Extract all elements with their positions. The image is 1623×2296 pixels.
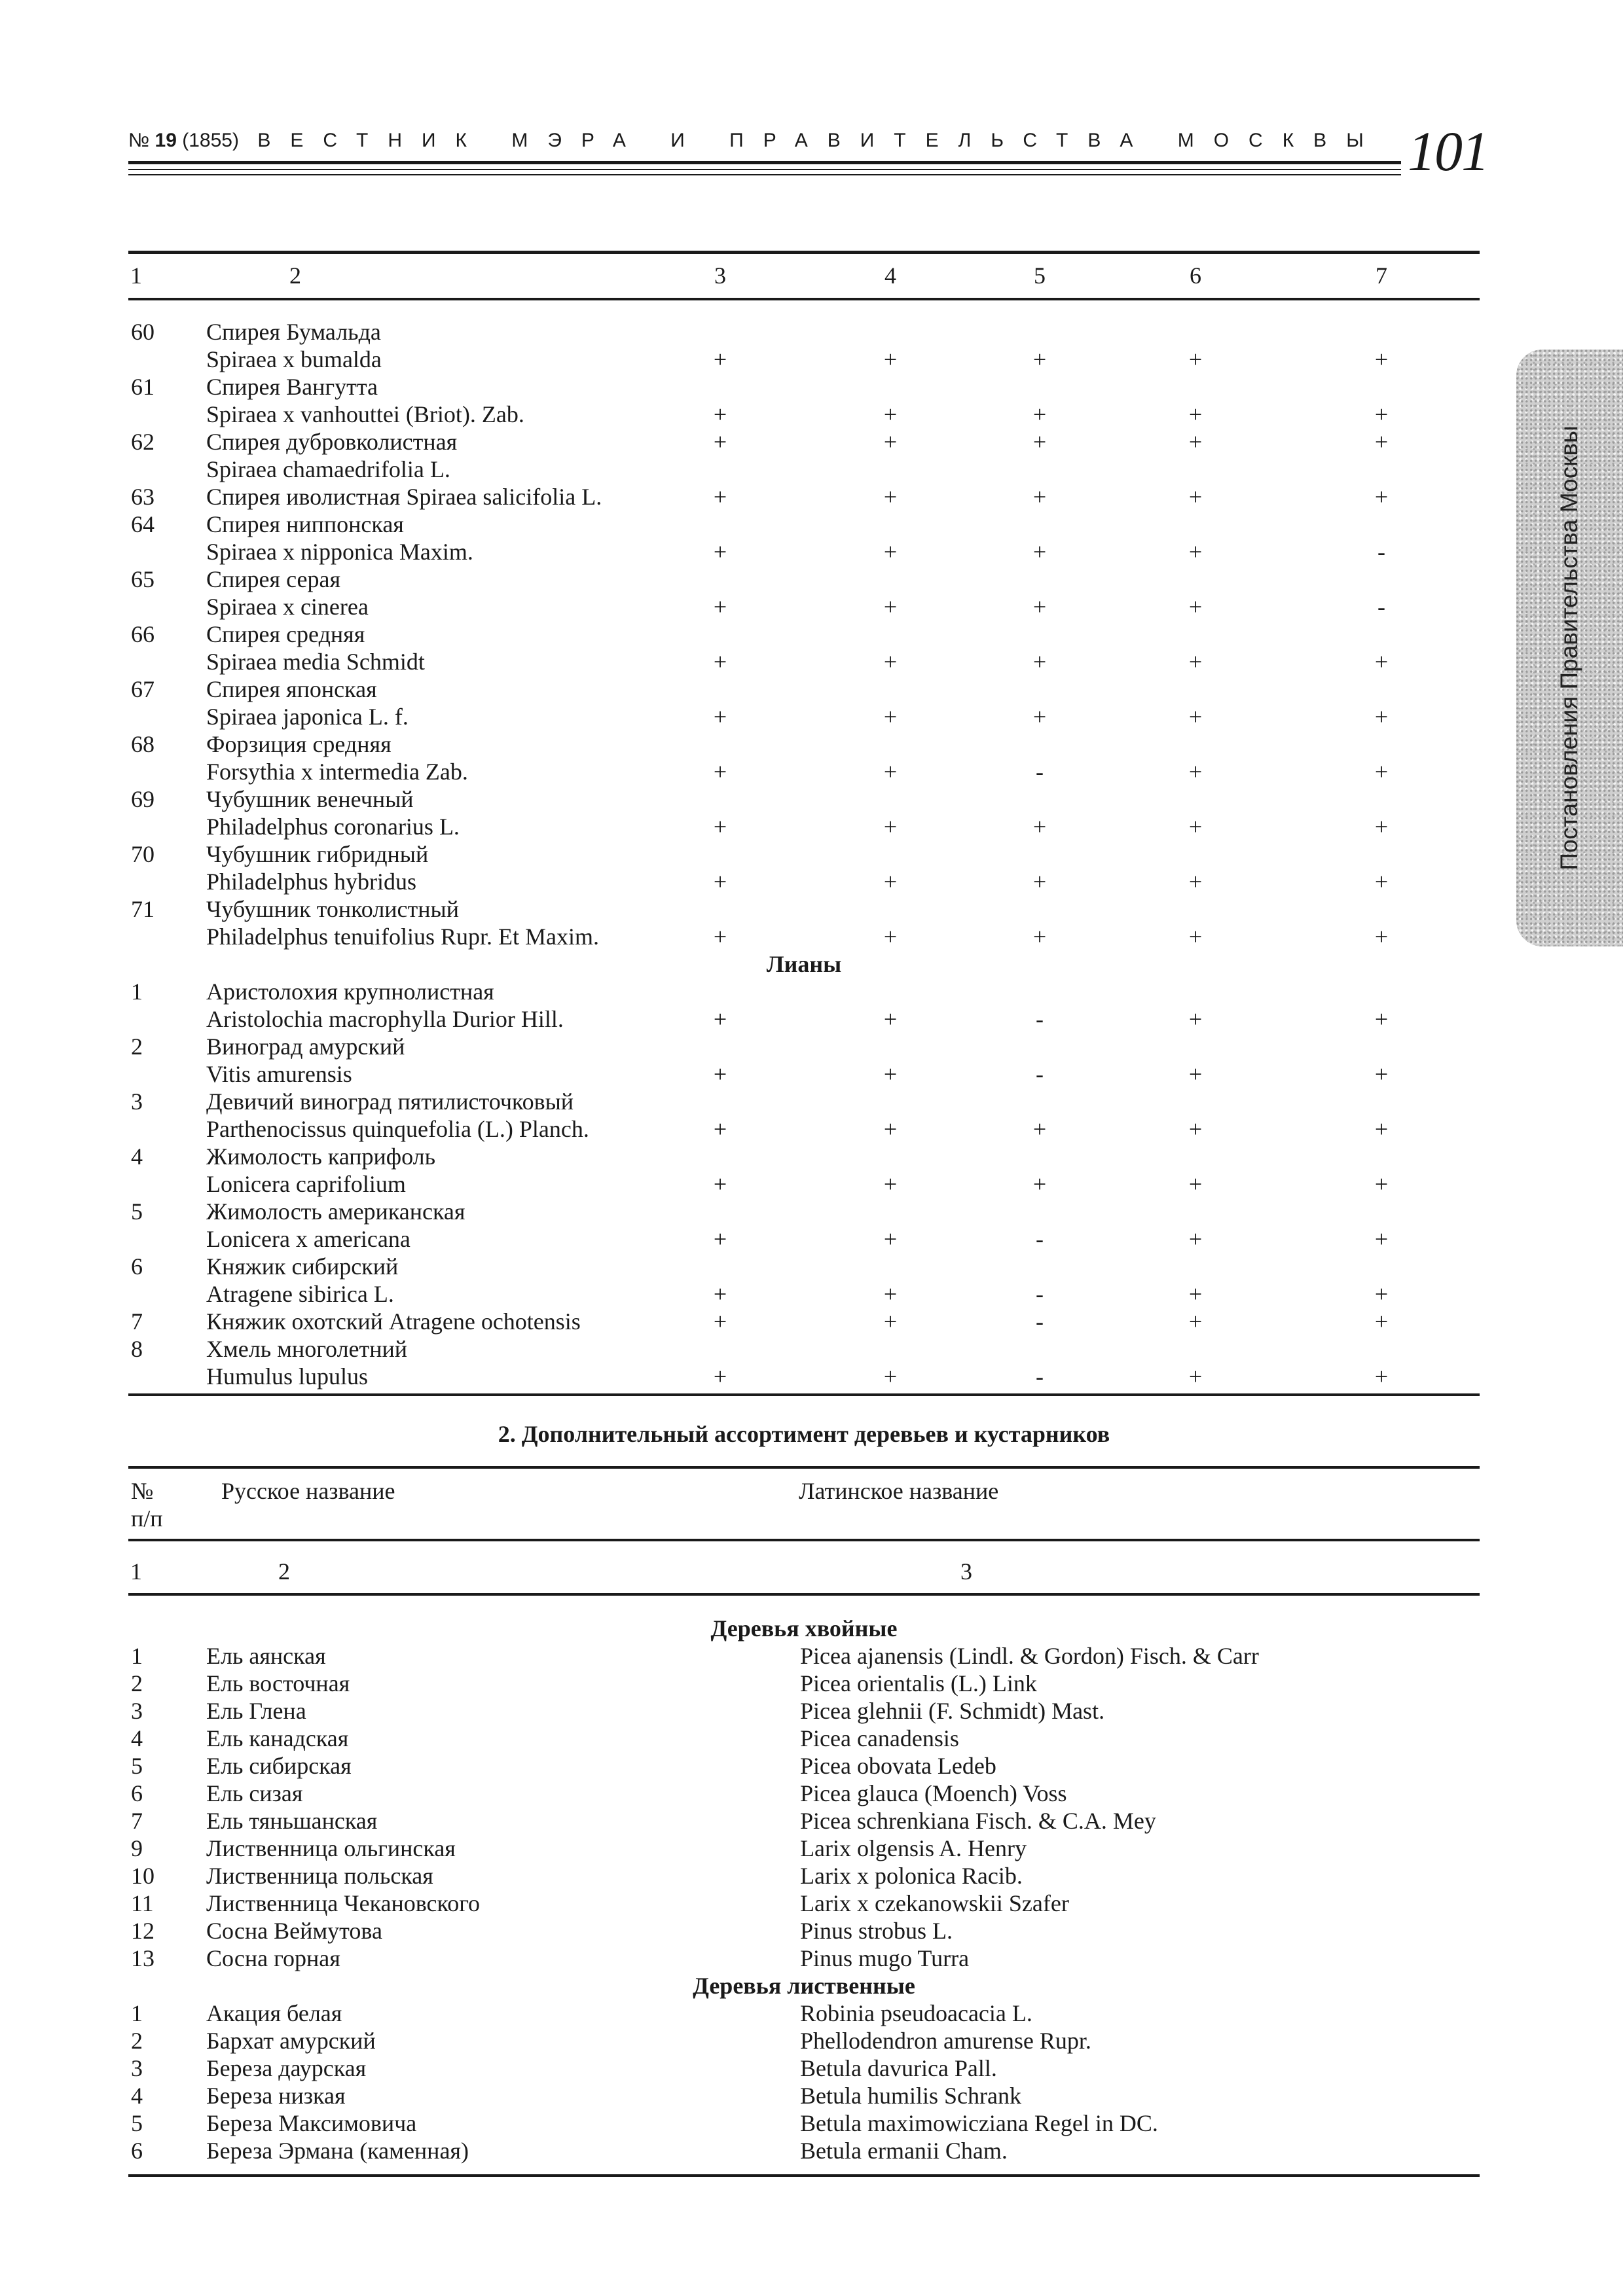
condition-mark: - <box>1036 1363 1044 1390</box>
table-row-number: 6 <box>131 1253 143 1280</box>
condition-mark: + <box>883 1363 898 1390</box>
latin-name: Lonicera caprifolium <box>206 1171 406 1197</box>
table-row-number: 62 <box>131 429 155 455</box>
condition-mark: + <box>713 1226 727 1252</box>
russian-name: Ель восточная <box>206 1670 350 1696</box>
condition-mark: + <box>883 539 898 565</box>
header-rule-thin <box>128 169 1401 170</box>
table1-column-header: 5 <box>1034 262 1046 289</box>
table-row-number: 3 <box>131 1088 143 1115</box>
condition-mark: + <box>1188 869 1203 895</box>
condition-mark: + <box>1374 346 1389 372</box>
condition-mark: + <box>883 1116 898 1142</box>
section-heading: Лианы <box>766 951 842 977</box>
condition-mark: + <box>1188 429 1203 455</box>
condition-mark: + <box>713 1061 727 1087</box>
table1-column-header: 2 <box>289 262 301 289</box>
table-row-number: 60 <box>131 319 155 345</box>
russian-name: Виноград амурский <box>206 1033 405 1060</box>
condition-mark: + <box>1188 1171 1203 1197</box>
table2-column-number: 3 <box>960 1558 972 1585</box>
condition-mark: + <box>713 346 727 372</box>
table-row-number: 4 <box>131 1725 143 1751</box>
condition-mark: + <box>1188 401 1203 427</box>
condition-mark: + <box>1188 759 1203 785</box>
table2-header-latin: Латинское название <box>799 1478 999 1504</box>
condition-mark: + <box>713 401 727 427</box>
russian-name: Чубушник тонколистный <box>206 896 459 922</box>
condition-mark: + <box>1374 924 1389 950</box>
latin-name: Spiraea japonica L. f. <box>206 704 409 730</box>
condition-mark: + <box>1374 1226 1389 1252</box>
table1-column-header: 6 <box>1190 262 1201 289</box>
table-row-number: 68 <box>131 731 155 757</box>
table-row-number: 63 <box>131 484 155 510</box>
condition-mark: + <box>1374 429 1389 455</box>
condition-mark: + <box>713 759 727 785</box>
issue-prefix: № <box>128 130 150 151</box>
latin-name: Picea orientalis (L.) Link <box>800 1670 1037 1696</box>
latin-name: Humulus lupulus <box>206 1363 369 1390</box>
russian-name: Чубушник венечный <box>206 786 414 812</box>
latin-name: Picea glehnii (F. Schmidt) Mast. <box>800 1698 1105 1724</box>
condition-mark: + <box>1188 1281 1203 1307</box>
russian-name: Ель тяньшанская <box>206 1808 378 1834</box>
latin-name: Lonicera x americana <box>206 1226 410 1252</box>
condition-mark: + <box>1374 1006 1389 1032</box>
table-row-number: 1 <box>131 978 143 1005</box>
russian-name: Спирея серая <box>206 566 341 592</box>
table2-header-russian: Русское название <box>221 1478 395 1504</box>
issue-year: (1855) <box>182 130 239 151</box>
condition-mark: + <box>1374 704 1389 730</box>
russian-name: Спирея дубровколистная <box>206 429 458 455</box>
latin-name: Larix olgensis A. Henry <box>800 1835 1027 1861</box>
condition-mark: + <box>1188 1363 1203 1390</box>
condition-mark: + <box>883 814 898 840</box>
russian-name: Сосна Веймутова <box>206 1918 382 1944</box>
latin-name: Aristolochia macrophylla Durior Hill. <box>206 1006 564 1032</box>
table-row-number: 2 <box>131 1033 143 1060</box>
table-row-number: 11 <box>131 1890 154 1916</box>
russian-name: Спирея ниппонская <box>206 511 404 537</box>
latin-name: Picea schrenkiana Fisch. & C.A. Mey <box>800 1808 1156 1834</box>
condition-mark: + <box>1374 1281 1389 1307</box>
group-heading: Деревья лиственные <box>693 1973 915 1999</box>
condition-mark: + <box>883 1226 898 1252</box>
latin-name: Parthenocissus quinquefolia (L.) Planch. <box>206 1116 589 1142</box>
condition-mark: - <box>1036 1308 1044 1335</box>
side-tab-label: Постановления Правительства Москвы <box>1556 425 1582 870</box>
table2-colnum-rule <box>128 1593 1480 1596</box>
table-row-number: 7 <box>131 1308 143 1335</box>
condition-mark: + <box>713 1308 727 1335</box>
table-row-number: 5 <box>131 1198 143 1225</box>
condition-mark: - <box>1036 759 1044 785</box>
header-rule-thin <box>128 174 1401 175</box>
condition-mark: + <box>883 759 898 785</box>
condition-mark: + <box>883 1061 898 1087</box>
condition-mark: + <box>1374 759 1389 785</box>
page-number: 101 <box>1408 120 1488 183</box>
table-row-number: 8 <box>131 1336 143 1362</box>
latin-name: Betula humilis Schrank <box>800 2083 1021 2109</box>
table1-bottom-rule <box>128 1393 1480 1396</box>
russian-name: Ель Глена <box>206 1698 306 1724</box>
russian-name: Хмель многолетний <box>206 1336 408 1362</box>
issue-number: 19 <box>155 130 177 151</box>
latin-name: Robinia pseudoacacia L. <box>800 2000 1032 2026</box>
condition-mark: - <box>1036 1281 1044 1307</box>
condition-mark: + <box>883 649 898 675</box>
condition-mark: + <box>1374 1171 1389 1197</box>
condition-mark: + <box>713 704 727 730</box>
condition-mark: + <box>713 814 727 840</box>
latin-name: Vitis amurensis <box>206 1061 352 1087</box>
russian-name: Жимолость американская <box>206 1198 465 1225</box>
condition-mark: + <box>713 1281 727 1307</box>
table-row-number: 61 <box>131 374 155 400</box>
condition-mark: + <box>713 924 727 950</box>
table2-header-number: № <box>131 1478 154 1504</box>
condition-mark: + <box>883 1281 898 1307</box>
table2-top-rule <box>128 1466 1480 1469</box>
condition-mark: + <box>1032 1116 1047 1142</box>
condition-mark: + <box>1374 1116 1389 1142</box>
table-row-number: 9 <box>131 1835 143 1861</box>
condition-mark: + <box>713 649 727 675</box>
condition-mark: - <box>1036 1226 1044 1252</box>
condition-mark: + <box>1032 924 1047 950</box>
russian-name: Форзиция средняя <box>206 731 392 757</box>
condition-mark: + <box>883 1171 898 1197</box>
russian-name: Княжик охотский Atragene ochotensis <box>206 1308 581 1335</box>
condition-mark: + <box>713 1006 727 1032</box>
section-title: 2. Дополнительный ассортимент деревьев и кустарников <box>498 1421 1110 1447</box>
russian-name: Береза низкая <box>206 2083 346 2109</box>
condition-mark: + <box>713 1116 727 1142</box>
condition-mark: + <box>883 429 898 455</box>
latin-name: Pinus mugo Turra <box>800 1945 970 1971</box>
table-row-number: 10 <box>131 1863 155 1889</box>
latin-name: Betula davurica Pall. <box>800 2055 997 2081</box>
condition-mark: + <box>1188 484 1203 510</box>
russian-name: Жимолость каприфоль <box>206 1143 436 1170</box>
table1-header-rule <box>128 298 1480 300</box>
latin-name: Picea ajanensis (Lindl. & Gordon) Fisch. & Carr <box>800 1643 1259 1669</box>
russian-name: Спирея средняя <box>206 621 365 647</box>
russian-name: Ель канадская <box>206 1725 349 1751</box>
condition-mark: + <box>713 429 727 455</box>
condition-mark: + <box>1374 1061 1389 1087</box>
magazine-title: ВЕСТНИК МЭРА И ПРАВИТЕЛЬСТВА МОСКВЫ <box>257 130 1383 151</box>
table-row-number: 1 <box>131 2000 143 2026</box>
latin-name: Betula ermanii Cham. <box>800 2138 1008 2164</box>
condition-mark: + <box>883 594 898 620</box>
table-row-number: 6 <box>131 1780 143 1806</box>
table-row-number: 6 <box>131 2138 143 2164</box>
table-row-number: 64 <box>131 511 155 537</box>
table-row-number: 4 <box>131 2083 143 2109</box>
latin-name: Philadelphus coronarius L. <box>206 814 460 840</box>
condition-mark: + <box>1374 484 1389 510</box>
condition-mark: + <box>713 1363 727 1390</box>
condition-mark: + <box>1188 346 1203 372</box>
table-row-number: 12 <box>131 1918 155 1944</box>
group-heading: Деревья хвойные <box>710 1615 898 1641</box>
russian-name: Ель аянская <box>206 1643 326 1669</box>
table1-column-header: 3 <box>714 262 726 289</box>
condition-mark: + <box>1374 1363 1389 1390</box>
latin-name: Atragene sibirica L. <box>206 1281 394 1307</box>
latin-name: Larix x polonica Racib. <box>800 1863 1023 1889</box>
condition-mark: + <box>1188 1116 1203 1142</box>
table2-header-number: п/п <box>131 1505 163 1532</box>
condition-mark: + <box>883 484 898 510</box>
condition-mark: - <box>1036 1061 1044 1087</box>
table-row-number: 5 <box>131 1753 143 1779</box>
russian-name: Спирея Вангутта <box>206 374 378 400</box>
condition-mark: + <box>713 484 727 510</box>
table-row-number: 1 <box>131 1643 143 1669</box>
latin-name: Spiraea chamaedrifolia L. <box>206 456 450 482</box>
condition-mark: + <box>1032 814 1047 840</box>
russian-name: Чубушник гибридный <box>206 841 429 867</box>
table-row-number: 66 <box>131 621 155 647</box>
condition-mark: + <box>1032 704 1047 730</box>
condition-mark: + <box>1032 594 1047 620</box>
table1-top-rule <box>128 251 1480 254</box>
latin-name: Phellodendron amurense Rupr. <box>800 2028 1091 2054</box>
latin-name: Picea glauca (Moench) Voss <box>800 1780 1067 1806</box>
condition-mark: + <box>883 1308 898 1335</box>
latin-name: Philadelphus tenuifolius Rupr. Et Maxim. <box>206 924 599 950</box>
russian-name: Княжик сибирский <box>206 1253 399 1280</box>
condition-mark: + <box>1188 649 1203 675</box>
latin-name: Spiraea x vanhouttei (Briot). Zab. <box>206 401 524 427</box>
table1-column-header: 1 <box>130 262 142 289</box>
condition-mark: + <box>1188 594 1203 620</box>
condition-mark: + <box>1032 869 1047 895</box>
table-row-number: 4 <box>131 1143 143 1170</box>
condition-mark: + <box>1374 814 1389 840</box>
russian-name: Береза Эрмана (каменная) <box>206 2138 469 2164</box>
table-row-number: 70 <box>131 841 155 867</box>
table2-column-number: 1 <box>130 1558 142 1585</box>
table-row-number: 2 <box>131 1670 143 1696</box>
table-row-number: 67 <box>131 676 155 702</box>
condition-mark: + <box>1188 814 1203 840</box>
condition-mark: + <box>713 1171 727 1197</box>
russian-name: Бархат амурский <box>206 2028 376 2054</box>
latin-name: Spiraea media Schmidt <box>206 649 425 675</box>
russian-name: Ель сибирская <box>206 1753 352 1779</box>
latin-name: Picea obovata Ledeb <box>800 1753 996 1779</box>
russian-name: Лиственница Чекановского <box>206 1890 481 1916</box>
table-row-number: 5 <box>131 2110 143 2136</box>
table-row-number: 3 <box>131 2055 143 2081</box>
latin-name: Spiraea x cinerea <box>206 594 369 620</box>
table1-column-header: 7 <box>1376 262 1387 289</box>
russian-name: Девичий виноград пятилисточковый <box>206 1088 574 1115</box>
latin-name: Betula maximowicziana Regel in DC. <box>800 2110 1158 2136</box>
condition-mark: + <box>1188 1006 1203 1032</box>
table-row-number: 71 <box>131 896 155 922</box>
russian-name: Лиственница польская <box>206 1863 433 1889</box>
condition-mark: + <box>1188 1226 1203 1252</box>
russian-name: Спирея японская <box>206 676 377 702</box>
table2-header-rule <box>128 1539 1480 1541</box>
running-header <box>128 130 1383 152</box>
condition-mark: + <box>1032 539 1047 565</box>
condition-mark: + <box>1374 869 1389 895</box>
condition-mark: + <box>1032 649 1047 675</box>
condition-mark: + <box>1188 539 1203 565</box>
condition-mark: + <box>1032 484 1047 510</box>
latin-name: Picea canadensis <box>800 1725 959 1751</box>
russian-name: Береза даурская <box>206 2055 367 2081</box>
condition-mark: + <box>1188 1308 1203 1335</box>
condition-mark: - <box>1377 539 1385 565</box>
condition-mark: + <box>883 869 898 895</box>
condition-mark: + <box>1188 704 1203 730</box>
russian-name: Аристолохия крупнолистная <box>206 978 494 1005</box>
condition-mark: + <box>1188 924 1203 950</box>
latin-name: Larix x czekanowskii Szafer <box>800 1890 1069 1916</box>
russian-name: Акация белая <box>206 2000 342 2026</box>
table-row-number: 2 <box>131 2028 143 2054</box>
latin-name: Pinus strobus L. <box>800 1918 953 1944</box>
condition-mark: + <box>1032 1171 1047 1197</box>
condition-mark: + <box>883 704 898 730</box>
russian-name: Лиственница ольгинская <box>206 1835 456 1861</box>
condition-mark: + <box>883 1006 898 1032</box>
condition-mark: + <box>1188 1061 1203 1087</box>
latin-name: Philadelphus hybridus <box>206 869 416 895</box>
latin-name: Spiraea x bumalda <box>206 346 382 372</box>
russian-name: Спирея иволистная Spiraea salicifolia L. <box>206 484 602 510</box>
table-row-number: 13 <box>131 1945 155 1971</box>
condition-mark: - <box>1036 1006 1044 1032</box>
condition-mark: + <box>713 594 727 620</box>
table-row-number: 69 <box>131 786 155 812</box>
table2-column-number: 2 <box>278 1558 290 1585</box>
condition-mark: + <box>1032 346 1047 372</box>
header-rule-thick <box>128 161 1401 164</box>
condition-mark: + <box>883 401 898 427</box>
condition-mark: + <box>1374 401 1389 427</box>
table2-bottom-rule <box>128 2174 1480 2177</box>
condition-mark: + <box>1032 429 1047 455</box>
table-row-number: 7 <box>131 1808 143 1834</box>
russian-name: Ель сизая <box>206 1780 303 1806</box>
latin-name: Spiraea x nipponica Maxim. <box>206 539 473 565</box>
russian-name: Спирея Бумальда <box>206 319 381 345</box>
condition-mark: + <box>713 869 727 895</box>
condition-mark: + <box>713 539 727 565</box>
table-row-number: 65 <box>131 566 155 592</box>
table-row-number: 3 <box>131 1698 143 1724</box>
russian-name: Береза Максимовича <box>206 2110 417 2136</box>
russian-name: Сосна горная <box>206 1945 340 1971</box>
condition-mark: + <box>1374 1308 1389 1335</box>
table1-column-header: 4 <box>884 262 896 289</box>
condition-mark: + <box>1374 649 1389 675</box>
condition-mark: - <box>1377 594 1385 620</box>
condition-mark: + <box>883 346 898 372</box>
latin-name: Forsythia x intermedia Zab. <box>206 759 468 785</box>
condition-mark: + <box>1032 401 1047 427</box>
condition-mark: + <box>883 924 898 950</box>
